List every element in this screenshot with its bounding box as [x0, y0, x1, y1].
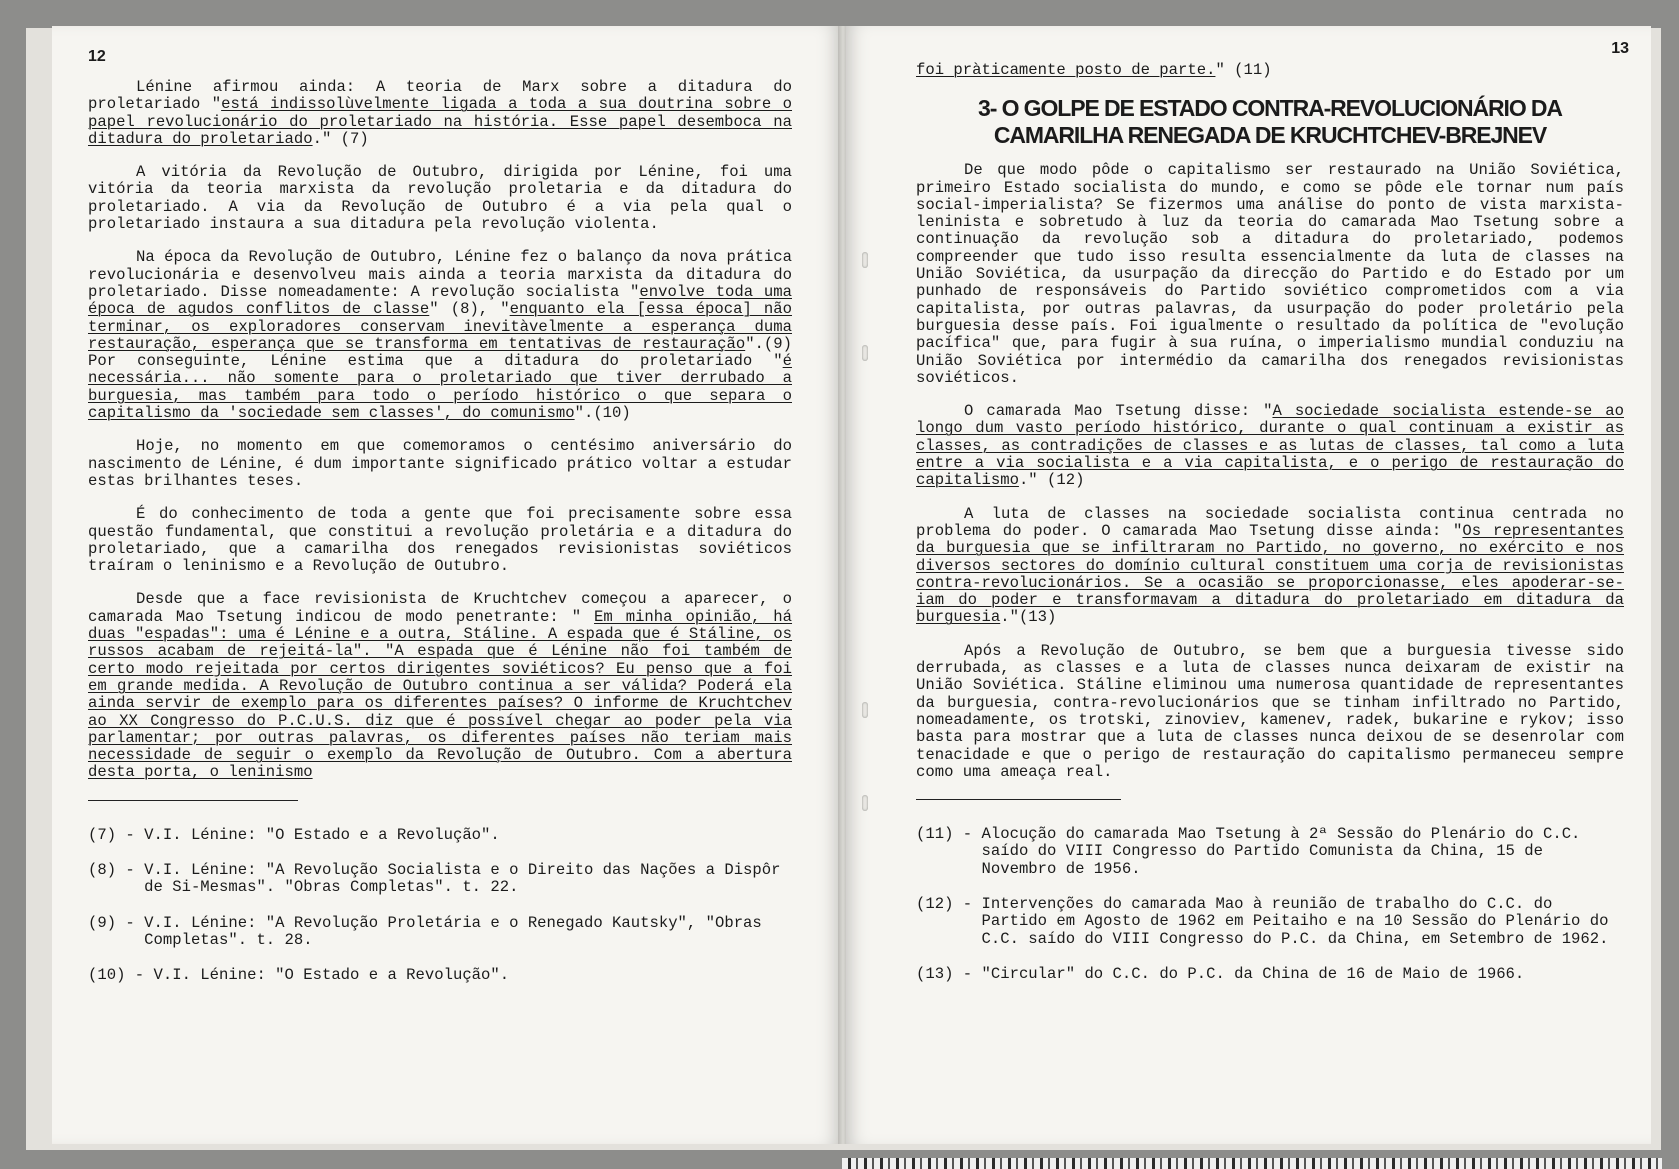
quoted-text: enquanto ela [essa época] não terminar, os exploradores conservam inevitàvelmente a esperança duma restauração, esperança que se transforma em tentativas de restauração — [88, 300, 792, 353]
footnote-text: V.I. Lénine: "O Estado e a Revolução". — [144, 825, 500, 844]
footnote — [88, 967, 792, 984]
body-text: Desde que a face revisionista de Kruchtchev começou a aparecer, o camarada Mao Tsetung indicou de modo penetrante: " — [88, 590, 792, 626]
footnote-text: V.I. Lénine: "A Revolução Proletária e o Renegado Kautsky", "Obras Completas". t. 28. — [144, 913, 762, 949]
body-text: " (8), " — [429, 300, 510, 319]
body-text: ".(9) Por conseguinte, Lénine estima que a ditadura do proletariado " — [88, 334, 792, 371]
footnote — [916, 966, 1624, 983]
body-text: ."(13) — [1000, 608, 1057, 627]
paragraph — [916, 403, 1624, 489]
body-text: A vitória da Revolução de Outubro, dirigida por Lénine, foi uma vitória da teoria marxista da revolução proletaria e da ditadura do proletariado. A via da Revolução de Outubro é a via pela qual o proletariado instaura a sua ditadura pela revolução violenta. — [88, 163, 792, 234]
binding-hole — [862, 252, 868, 268]
body-text: Na época da Revolução de Outubro, Lénine fez o balanço da nova prática revolucionária e desenvolveu mais ainda a teoria marxista da ditadura do proletariado. Disse nomeadamente: A revolução socialista " — [88, 248, 792, 301]
footnote-text: V.I. Lénine: "A Revolução Socialista e o Direito das Nações a Dispôr de Si-Mesmas". "Obras Completas". t. 22. — [144, 860, 781, 897]
body-text: O camarada Mao Tsetung disse: " — [964, 402, 1273, 421]
continuation-line — [916, 62, 1624, 79]
binding-hole — [862, 795, 868, 811]
paragraph — [88, 164, 792, 233]
footnote-ref: (8) - — [88, 860, 145, 879]
paragraph — [88, 591, 792, 781]
paragraph — [88, 79, 792, 148]
footnote-ref: (7) - — [88, 825, 145, 844]
footnote-text: Intervenções do camarada Mao à reunião de trabalho do C.C. do Partido em Agosto de 1962 em Peitaiho e na 10 Sessão do Plenário do C.C. saído do VIII Congresso do P.C. da China, em Setembro de 1962. — [981, 894, 1609, 948]
footnote-ref: (11) - — [916, 825, 982, 844]
right-page-body — [916, 62, 1624, 1001]
footnote-text: Alocução do camarada Mao Tsetung à 2ª Sessão do Plenário do C.C. saído do VIII Congresso do Partido Comunista da China, 15 de Novembro de 1956. — [981, 825, 1581, 878]
footnote-ref: (10) - — [88, 966, 154, 985]
body-text: Após a Revolução de Outubro, se bem que a burguesia tivesse sido derrubada, as classes e a luta de classes nunca deixaram de existir na União Soviética. Stáline eliminou uma numerosa quantidade de representantes da burguesia, contra-revolucionários que se tinham infiltrado no Partido, nomeadamente, os trotski, zinoviev, kamenev, radek, bukarine e rykov; isso basta para mostrar que a luta de classes nunca deixou de se desenrolar com tenacidade e que o perigo de restauração do capitalismo permaneceu sempre como uma ameaça real. — [916, 641, 1624, 781]
body-text: ".(10) — [574, 404, 631, 423]
right-paragraphs — [916, 162, 1624, 781]
paragraph — [916, 506, 1624, 627]
binding-hole — [862, 702, 868, 718]
paragraph — [88, 506, 792, 575]
quoted-text: foi pràticamente posto de parte. — [916, 61, 1216, 79]
left-footnotes — [88, 827, 792, 985]
footnote-ref: (9) - — [88, 913, 145, 932]
quoted-text: Em minha opinião, há duas "espadas": uma é Lénine e a outra, Stáline. A espada que é Stáline, os russos acabam de rejeitá-la". "A espada que é Lénine não foi também de certo modo rejeitada por certos dirigentes soviéticos? Eu penso que a foi em grande medida. A Revolução de Outubro continua a ser válida? Poderá ela ainda servir de exemplo para os diferentes países? O informe de Kruchtchev ao XX Congresso do P.C.U.S. diz que é possível chegar ao poder pela via parlamentar; por outras palavras, os diferentes países não teriam mais necessidade de seguir o exemplo da Revolução de Outubro. Com a abertura desta porta, o leninismo — [88, 607, 793, 782]
right-page-number: 13 — [1611, 40, 1629, 57]
section-heading-line-1: 3- O GOLPE DE ESTADO CONTRA-REVOLUCIONÁRIO DA — [978, 95, 1562, 122]
body-text: A luta de classes na sociedade socialista continua centrada no problema do poder. O camarada Mao Tsetung disse ainda: " — [916, 504, 1624, 540]
section-heading — [916, 95, 1624, 149]
quoted-text: Os representantes da burguesia que se infiltraram no Partido, no governo, no exército e nos diversos sectores do domínio cultural constituem uma corja de revisionistas contra-revolucionários. Se a ocasião se proporcionasse, eles apoderar-se-iam do poder e transformavam a ditadura do proletariado em ditadura da burguesia — [916, 521, 1624, 627]
left-page-body — [88, 79, 792, 1002]
left-page — [52, 26, 840, 1144]
quoted-text: A sociedade socialista estende-se ao longo dum vasto período histórico, durante o qual continuam a existir as classes, as contradições de classes e as lutas de classes, tal como a luta entre a via socialista e a via capitalista, e o perigo de restauração do capitalismo — [916, 402, 1624, 490]
section-heading-line-2: CAMARILHA RENEGADA DE KRUCHTCHEV-BREJNEV — [993, 122, 1547, 149]
left-page-number: 12 — [88, 48, 106, 65]
footnote — [916, 896, 1624, 948]
body-text: " (11) — [1215, 61, 1272, 79]
paragraph — [88, 438, 792, 490]
paragraph — [916, 643, 1624, 781]
scale-ruler — [842, 1158, 1662, 1169]
binding-hole — [862, 345, 868, 361]
body-text: Lénine afirmou ainda: A teoria de Marx sobre a ditadura do proletariado " — [88, 78, 792, 114]
footnote-text: "Circular" do C.C. do P.C. da China de 16 de Maio de 1966. — [981, 964, 1525, 983]
paragraph — [88, 249, 792, 422]
body-text: ." (12) — [1018, 471, 1085, 490]
paragraph — [916, 162, 1624, 387]
body-text: É do conhecimento de toda a gente que foi precisamente sobre essa questão fundamental, que constitui a revolução proletária e a ditadura do proletariado, que a camarilha dos renegados revisionistas soviéticos traíram o leninismo e a Revolução de Outubro. — [88, 505, 792, 576]
right-footnotes — [916, 826, 1624, 983]
quoted-text: é necessária... não somente para o proletariado que tiver derrubado a burguesia, mas também para todo o período histórico o que separa o capitalismo da 'sociedade sem classes', do comunismo — [88, 352, 792, 423]
footnote — [88, 862, 792, 897]
footnote — [916, 826, 1624, 878]
left-paragraphs — [88, 79, 792, 782]
footnote-ref: (13) - — [916, 964, 982, 983]
quoted-text: está indissolùvelmente ligada a toda a sua doutrina sobre o papel revolucionário do proletariado na história. Esse papel desemboca na ditadura do proletariado — [88, 95, 793, 148]
footnote-divider — [916, 799, 1121, 800]
footnote-ref: (12) - — [916, 894, 982, 913]
body-text: Hoje, no momento em que comemoramos o centésimo aniversário do nascimento de Lénine, é dum importante significado prático voltar a estudar estas brilhantes teses. — [88, 437, 792, 490]
quoted-text: envolve toda uma época de agudos conflitos de classe — [88, 282, 792, 319]
body-text: ." (7) — [312, 129, 369, 148]
body-text: De que modo pôde o capitalismo ser restaurado na União Soviética, primeiro Estado socialista do mundo, e como se pôde ele tornar num país social-imperialista? Se fizermos uma análise do ponto de vista marxista-leninista e sobretudo à luz da teoria do camarada Mao Tsetung sobre a continuação da revolução sob a ditadura do proletariado, podemos compreender que tudo isso resulta essencialmente da luta de classes na União Soviética, da usurpação da direcção do Partido e do Estado por um punhado de responsáveis do Partido soviético comprometidos com a via capitalista, por outras palavras, da usurpação do poder proletário pela burguesia desse país. Foi igualmente o resultado da política de "evolução pacífica" que, para fugir à sua ruína, o imperialismo mundial conduziu na União Soviética por intermédio da camarilha dos renegados revisionistas soviéticos. — [916, 161, 1624, 387]
footnote — [88, 827, 792, 844]
footnote-divider — [88, 800, 298, 801]
footnote-text: V.I. Lénine: "O Estado e a Revolução". — [153, 966, 510, 985]
right-page — [846, 26, 1651, 1144]
footnote — [88, 915, 792, 950]
